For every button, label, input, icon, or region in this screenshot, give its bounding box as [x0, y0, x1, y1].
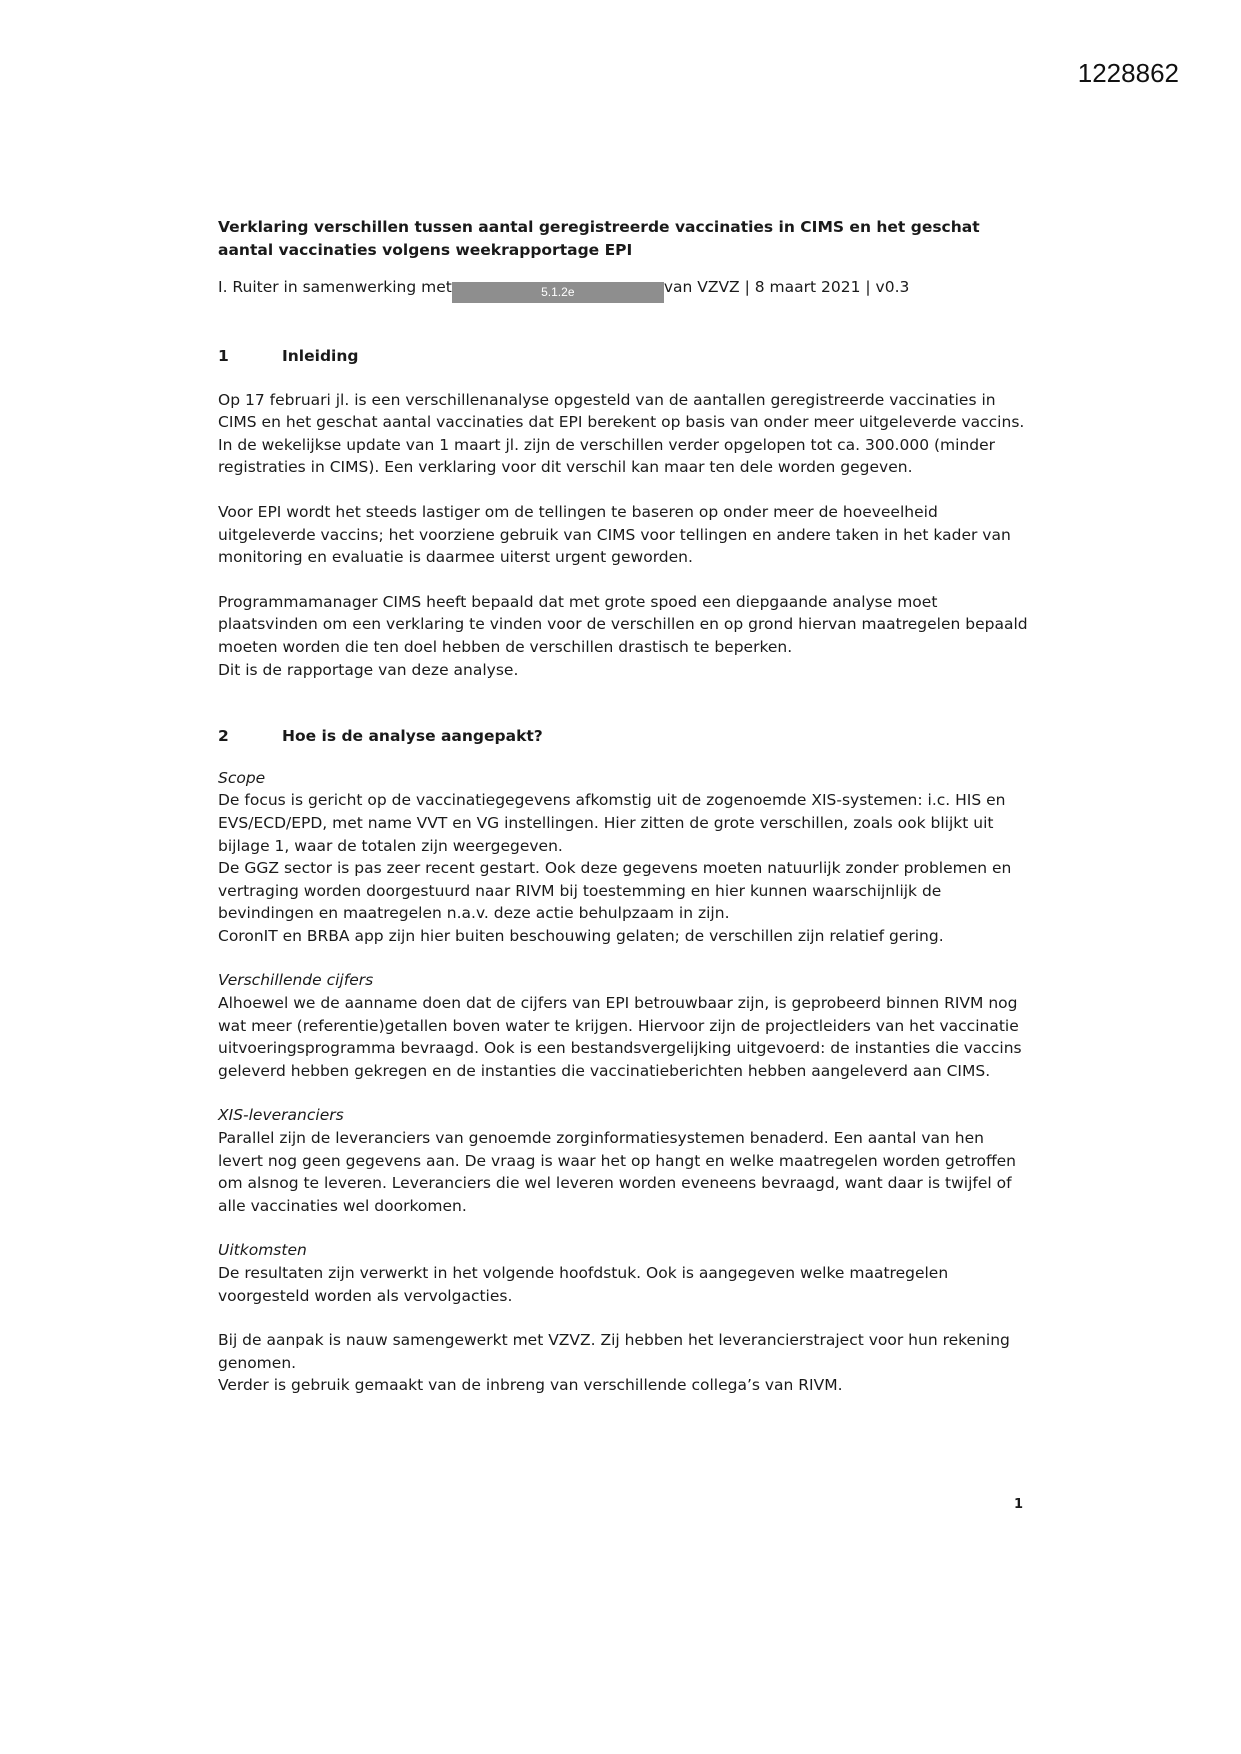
paragraph: De focus is gericht op de vaccinatiegegevens afkomstig uit de zogenoemde XIS-systemen: i.c. HIS en EVS/ECD/EPD, met name VVT en VG instellingen. Hier zitten de grote verschillen, zoals ook blijkt uit bijlage 1, waar de totalen zijn weergegeven. — [218, 791, 1006, 855]
page-number: 1 — [1014, 1497, 1024, 1512]
section-number: 1 — [218, 347, 229, 365]
document-title: Verklaring verschillen tussen aantal geregistreerde vaccinaties in CIMS en het geschat aantal vaccinaties volgens weekrapportage EPI — [218, 218, 980, 259]
byline — [218, 276, 1028, 303]
paragraph: Voor EPI wordt het steeds lastiger om de tellingen te baseren op onder meer de hoeveelheid uitgeleverde vaccins; het voorziene gebruik van CIMS voor tellingen en andere taken in het kader van monitoring en evaluatie is daarmee uiterst urgent geworden. — [218, 502, 1011, 567]
document-number: 1228862 — [1077, 58, 1179, 88]
section-heading-aanpak — [218, 725, 1028, 748]
paragraph: Programmamanager CIMS heeft bepaald dat met grote spoed een diepgaande analyse moet plaatsvinden om een verklaring te vinden voor de verschillen en op grond hiervan maatregelen bepaald moeten worden die ten doel hebben de verschillen drastisch te beperken. — [218, 592, 1028, 656]
section-title: Inleiding — [282, 347, 359, 365]
subheading-uitkomsten: Uitkomsten — [218, 1241, 307, 1260]
byline-suffix: van VZVZ | 8 maart 2021 | v0.3 — [663, 278, 910, 296]
paragraph: CoronIT en BRBA app zijn hier buiten beschouwing gelaten; de verschillen zijn relatief gering. — [218, 926, 944, 945]
paragraph: De GGZ sector is pas zeer recent gestart. Ook deze gegevens moeten natuurlijk zonder problemen en vertraging worden doorgestuurd naar RIVM bij toestemming en hier kunnen waarschijnlijk de bevindingen en maatregelen n.a.v. deze actie behulpzaam in zijn. — [218, 859, 1012, 923]
subheading-scope: Scope — [218, 768, 266, 787]
paragraph: Dit is de rapportage van deze analyse. — [218, 660, 519, 679]
document-body — [218, 216, 1028, 1397]
subheading-leveranciers: XIS-leveranciers — [218, 1106, 344, 1125]
redaction-block: 5.1.2e — [452, 282, 664, 303]
section-title: Hoe is de analyse aangepakt? — [282, 727, 543, 746]
byline-prefix: I. Ruiter in samenwerking met — [218, 278, 452, 296]
subheading-cijfers: Verschillende cijfers — [218, 971, 374, 990]
paragraph: Op 17 februari jl. is een verschillenanalyse opgesteld van de aantallen geregistreerde vaccinaties in CIMS en het geschat aantal vaccinaties dat EPI berekent op basis van onder meer uitgeleverde vaccins. In de wekelijkse update van 1 maart jl. zijn de verschillen verder opgelopen tot ca. 300.000 (minder registraties in CIMS). Een verklaring voor dit verschil kan maar ten dele worden gegeven. — [218, 390, 1025, 477]
paragraph: Alhoewel we de aanname doen dat de cijfers van EPI betrouwbaar zijn, is geprobeerd binnen RIVM nog wat meer (referentie)getallen boven water te krijgen. Hiervoor zijn de projectleiders van het vaccinatie uitvoeringsprogramma bevraagd. Ook is een bestandsvergelijking uitgevoerd: de instanties die vaccins geleverd hebben gekregen en de instanties die vaccinatieberichten hebben aangeleverd aan CIMS. — [218, 994, 1022, 1080]
paragraph: Parallel zijn de leveranciers van genoemde zorginformatiesystemen benaderd. Een aantal van hen levert nog geen gegevens aan. De vraag is waar het op hangt en welke maatregelen worden getroffen om alsnog te leveren. Leveranciers die wel leveren worden eveneens bevraagd, want daar is twijfel of alle vaccinaties wel doorkomen. — [218, 1129, 1017, 1215]
paragraph: Verder is gebruik gemaakt van de inbreng van verschillende collega’s van RIVM. — [218, 1376, 843, 1395]
section-heading-inleiding — [218, 345, 1028, 368]
paragraph: De resultaten zijn verwerkt in het volgende hoofdstuk. Ook is aangegeven welke maatregelen voorgesteld worden als vervolgacties. — [218, 1264, 949, 1305]
paragraph: Bij de aanpak is nauw samengewerkt met VZVZ. Zij hebben het leverancierstraject voor hun rekening genomen. — [218, 1331, 1010, 1372]
section-number: 2 — [218, 727, 229, 746]
